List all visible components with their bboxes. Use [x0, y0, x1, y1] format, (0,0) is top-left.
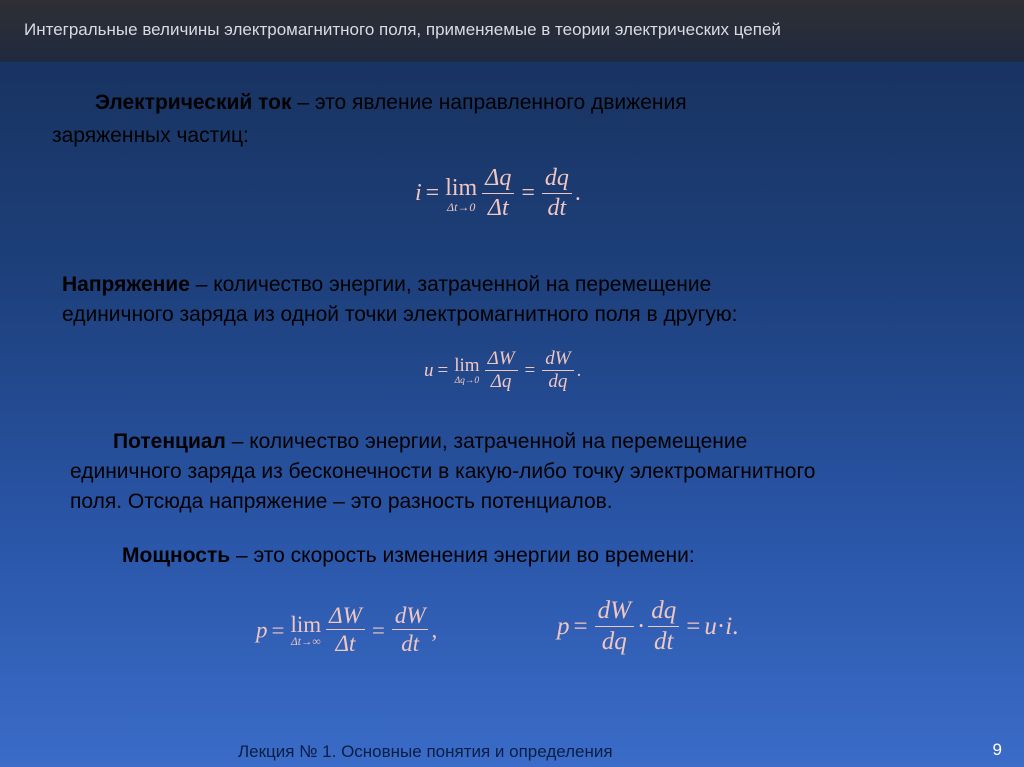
- f2-lim-sub: Δq→0: [454, 375, 480, 386]
- f4-frac1: [595, 597, 634, 657]
- potential-line3: поля. Отсюда напряжение – это разность потенциалов.: [70, 490, 613, 513]
- f4-i: i: [725, 612, 733, 640]
- f4-dot: ·: [636, 612, 646, 640]
- f2-eq: =: [437, 359, 449, 381]
- f2-frac2: [542, 348, 573, 394]
- f2-num2: dW: [542, 348, 573, 371]
- f1-eq2: =: [521, 180, 535, 207]
- current-line1: [95, 86, 687, 119]
- f1-lhs: i: [415, 180, 422, 207]
- f2-num1: ΔW: [485, 348, 518, 371]
- f2-frac1: [485, 348, 518, 394]
- formula-voltage: [424, 348, 581, 394]
- f4-den2: dt: [654, 627, 674, 655]
- potential-term: Потенциал: [113, 430, 226, 453]
- f1-eq: =: [425, 180, 440, 207]
- f3-eq2: =: [371, 617, 385, 643]
- f1-frac2: [542, 165, 572, 222]
- f1-frac1: [482, 165, 514, 222]
- f3-num2: dW: [392, 603, 429, 630]
- page-number: 9: [992, 740, 1002, 759]
- voltage-term: Напряжение: [62, 273, 190, 296]
- f4-eq: =: [573, 612, 588, 640]
- f3-lim-sub: Δt→∞: [290, 636, 321, 649]
- f3-den2: dt: [401, 631, 420, 657]
- power-text1: – это скорость изменения энергии во времени:: [230, 544, 695, 567]
- f3-num1: ΔW: [326, 603, 365, 630]
- f1-lim-word: lim: [445, 174, 478, 201]
- f2-den2: dq: [548, 370, 568, 392]
- f4-eq2: =: [686, 612, 701, 640]
- f2-lhs: u: [424, 359, 434, 381]
- potential-line1: [113, 425, 747, 458]
- potential-text1: – количество энергии, затраченной на перемещение: [225, 430, 748, 453]
- f4-frac2: [648, 597, 679, 657]
- current-line2: заряженных частиц:: [52, 124, 249, 147]
- voltage-text1: – количество энергии, затраченной на перемещение: [189, 273, 712, 296]
- f2-den1: Δq: [490, 370, 512, 392]
- f4-den1: dq: [601, 627, 627, 655]
- formula-current: [415, 165, 581, 222]
- f1-end: .: [574, 180, 581, 207]
- f3-frac2: [392, 603, 429, 658]
- voltage-line2: единичного заряда из одной точки электромагнитного поля в другую:: [62, 303, 738, 326]
- f4-num1: dW: [595, 597, 634, 627]
- f2-eq2: =: [524, 359, 536, 381]
- power-line1: [122, 539, 695, 572]
- f4-u: u: [704, 612, 717, 640]
- f4-num2: dq: [648, 597, 679, 627]
- f4-end: .: [732, 612, 739, 640]
- slide-title: Интегральные величины электромагнитного поля, применяемые в теории электрических цепей: [24, 20, 781, 39]
- f3-lim-word: lim: [290, 612, 322, 638]
- f4-lhs: p: [557, 612, 570, 640]
- footer-lecture: Лекция № 1. Основные понятия и определения: [238, 742, 613, 761]
- f4-dot2: ·: [716, 612, 726, 640]
- f2-lim: [454, 356, 479, 386]
- f3-lhs: p: [256, 617, 268, 643]
- potential-line2: единичного заряда из бесконечности в какую-либо точку электромагнитного: [70, 460, 816, 483]
- formula-power-product: [557, 597, 738, 657]
- f1-num1: Δq: [482, 165, 514, 194]
- f1-lim-sub: Δt→0: [447, 199, 476, 214]
- f2-end: .: [576, 359, 582, 381]
- f3-lim: [290, 612, 321, 649]
- f3-end: ,: [431, 617, 438, 643]
- f1-num2: dq: [542, 165, 572, 194]
- f3-eq: =: [271, 617, 285, 643]
- current-term: Электрический ток: [95, 91, 292, 114]
- voltage-line1: [62, 268, 711, 301]
- f3-den1: Δt: [335, 631, 356, 657]
- f1-den1: Δt: [487, 194, 509, 221]
- f1-lim: [445, 175, 477, 213]
- power-term: Мощность: [122, 544, 231, 567]
- f2-lim-word: lim: [454, 354, 480, 376]
- formula-power-lim: [256, 603, 437, 658]
- f1-den2: dt: [547, 194, 567, 221]
- f3-frac1: [326, 603, 365, 658]
- current-text1: – это явление направленного движения: [291, 91, 687, 114]
